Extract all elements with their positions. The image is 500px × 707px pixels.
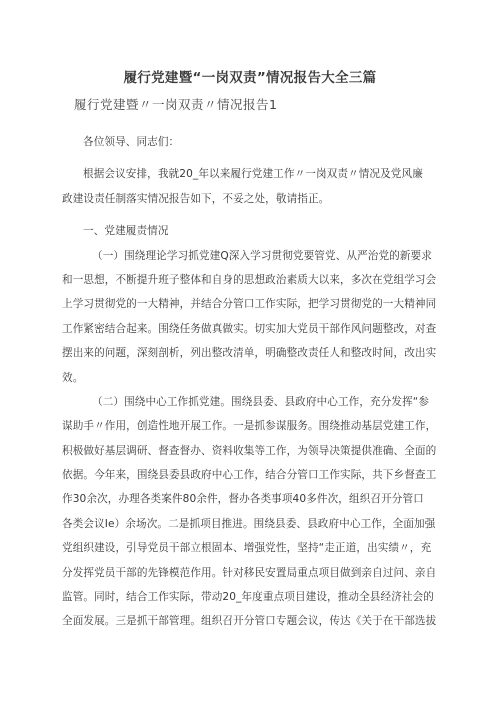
paragraph-line: 积极做好基层调研、督查督办、资料收集等工作，为领导决策提供准确、全面的 — [62, 444, 437, 457]
paragraph-line: 和一思想，不断提升班子整体和自身的思想政治素质大以来，多次在党组学习会 — [62, 273, 437, 286]
paragraph-line: （二）围绕中心工作抓党建。围绕县委、县政府中心工作，充分发挥“参 — [92, 395, 430, 408]
paragraph-line: 分发挥党员干部的先锋模范作用。针对移民安置局重点项目做到亲自过问、亲自 — [62, 566, 437, 579]
document-body — [62, 96, 447, 634]
intro-line: 根据会议安排，我就20_年以来履行党建工作〃一岗双责〃情况及党风廉 — [83, 168, 423, 181]
paragraph-line: 党组织建设，引导党员干部立根固本、增强党性，坚持“走正道，出实绩〃，充 — [62, 542, 432, 555]
paragraph-line: 谋助手〃作用，创造性地开展工作。一是抓参谋服务。围绕推动基层党建工作， — [62, 420, 437, 433]
document-title: 履行党建暨“一岗双责”情况报告大全三篇 — [123, 70, 377, 86]
spacer — [62, 211, 447, 219]
paragraph-line: 全面发展。三是抓干部管理。组织召开分管口专题会议，传达《关于在干部选拔 — [62, 615, 437, 628]
paragraph-line: 监管。同时，结合工作实际，带动20_年度重点项目建设，推动全县经济社会的 — [62, 591, 434, 604]
paragraph-line: 依据。今年来，围绕县委县政府中心工作，结合分管口工作实际，共下乡督查工 — [62, 469, 437, 482]
intro-line: 政建设责任制落实情况报告如下，不妥之处，敬请指正。 — [62, 192, 330, 205]
paragraph-line: 作30余次，办理各类案件80余件，督办各类事项40多件次，组织召开分管口 — [62, 493, 424, 506]
paragraph-line: 摆出来的问题，深刻剖析，列出整改清单，明确整改责任人和整改时间，改出实 — [62, 347, 437, 360]
paragraph-line: 工作紧密结合起来。围绕任务做真做实。切实加大党员干部作风问题整改，对查 — [62, 322, 437, 335]
section-heading: 一、党建履责情况 — [83, 225, 169, 238]
paragraph-line: （一）围绕理论学习抓党建Q深入学习贯彻党要管党、从严治党的新要求 — [92, 249, 432, 262]
salutation: 各位领导、同志们： — [83, 136, 180, 148]
paragraph-line: 上学习贯彻党的一大精神，并结合分管口工作实际，把学习贯彻党的一大精神同 — [62, 298, 437, 311]
paragraph-line: 各类会议Ie）余场次。二是抓项目推进。围绕县委、县政府中心工作，全面加强 — [62, 517, 436, 530]
report-subtitle: 履行党建暨〃一岗双责〃情况报告1 — [74, 97, 278, 112]
paragraph-line: 效。 — [62, 371, 84, 384]
spacer — [62, 154, 447, 162]
